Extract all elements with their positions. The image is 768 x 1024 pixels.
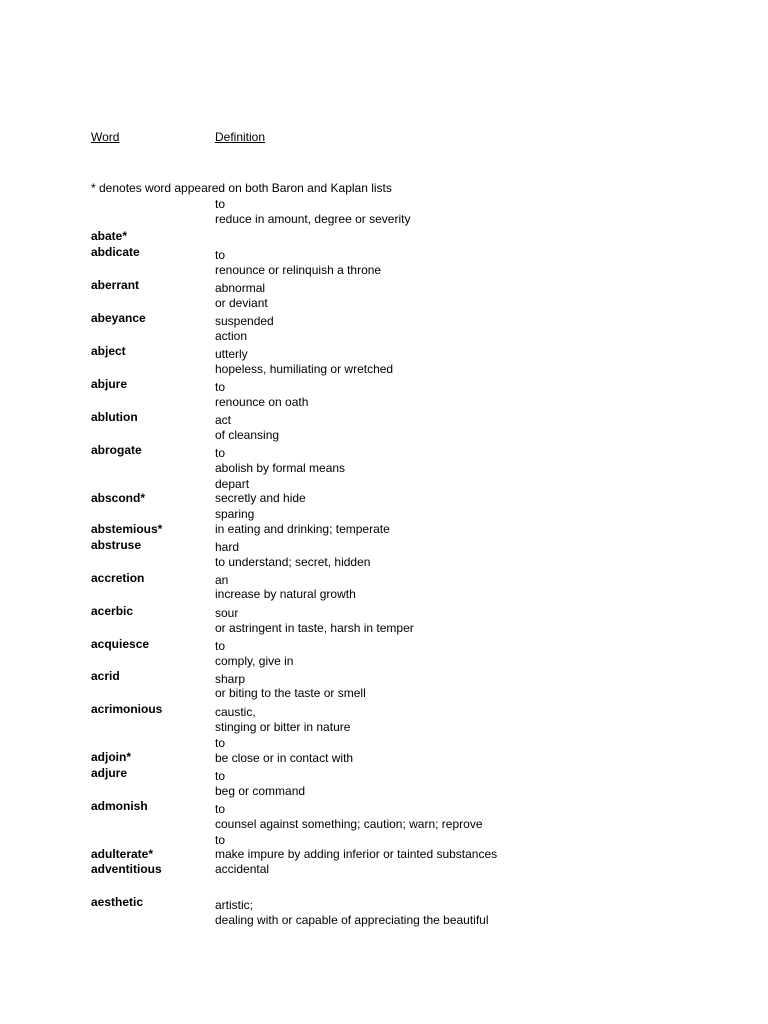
word-entry: ablution (91, 410, 138, 424)
definition-line: action (215, 329, 248, 343)
word-entry: abscond* (91, 491, 146, 505)
definition-line: to (215, 833, 226, 847)
definition-line: abolish by formal means (215, 461, 346, 475)
word-entry: aesthetic (91, 895, 144, 909)
definition-column-header: Definition (215, 130, 266, 144)
definition-line: caustic, (215, 705, 256, 719)
word-entry: abject (91, 344, 126, 358)
word-entry: abdicate (91, 245, 140, 259)
definition-line: or biting to the taste or smell (215, 686, 366, 700)
word-column-header: Word (91, 130, 120, 144)
word-entry: acquiesce (91, 637, 150, 651)
word-entry: abate* (91, 229, 128, 243)
definition-line: reduce in amount, degree or severity (215, 212, 411, 226)
definition-line: hard (215, 540, 240, 554)
definition-line: abnormal (215, 281, 266, 295)
definition-line: or astringent in taste, harsh in temper (215, 621, 414, 635)
definition-line: in eating and drinking; temperate (215, 522, 390, 536)
definition-line: sparing (215, 507, 255, 521)
definition-line: to (215, 736, 226, 750)
definition-line: artistic; (215, 898, 254, 912)
definition-line: to (215, 380, 226, 394)
word-entry: abstruse (91, 538, 142, 552)
word-entry: acerbic (91, 604, 134, 618)
definition-line: to (215, 197, 226, 211)
definition-line: renounce on oath (215, 395, 309, 409)
definition-line: hopeless, humiliating or wretched (215, 362, 394, 376)
definition-line: of cleansing (215, 428, 280, 442)
definition-line: increase by natural growth (215, 587, 356, 601)
definition-line: to (215, 446, 226, 460)
word-entry: abstemious* (91, 522, 163, 536)
word-entry: acrimonious (91, 702, 163, 716)
definition-line: or deviant (215, 296, 268, 310)
word-entry: abeyance (91, 311, 146, 325)
definition-line: to understand; secret, hidden (215, 555, 371, 569)
word-entry: accretion (91, 571, 145, 585)
word-entry: abrogate (91, 443, 142, 457)
definition-line: comply, give in (215, 654, 294, 668)
word-entry: adulterate* (91, 847, 154, 861)
definition-line: make impure by adding inferior or tainted substances (215, 847, 498, 861)
definition-line: an (215, 573, 229, 587)
word-entry: admonish (91, 799, 148, 813)
definition-line: sharp (215, 672, 246, 686)
definition-line: renounce or relinquish a throne (215, 263, 382, 277)
definition-line: to (215, 639, 226, 653)
definition-line: act (215, 413, 232, 427)
word-entry: adjoin* (91, 750, 132, 764)
definition-line: utterly (215, 347, 248, 361)
asterisk-note: * denotes word appeared on both Baron and Kaplan lists (91, 181, 392, 195)
definition-line: depart (215, 477, 250, 491)
word-entry: adventitious (91, 862, 162, 876)
definition-line: suspended (215, 314, 274, 328)
word-entry: aberrant (91, 278, 140, 292)
word-entry: adjure (91, 766, 128, 780)
definition-line: stinging or bitter in nature (215, 720, 351, 734)
definition-line: to (215, 769, 226, 783)
definition-line: be close or in contact with (215, 751, 354, 765)
definition-line: secretly and hide (215, 491, 306, 505)
word-entry: abjure (91, 377, 128, 391)
definition-line: sour (215, 606, 239, 620)
definition-line: dealing with or capable of appreciating the beautiful (215, 913, 489, 927)
definition-line: beg or command (215, 784, 306, 798)
definition-line: counsel against something; caution; warn; reprove (215, 817, 483, 831)
definition-line: to (215, 248, 226, 262)
definition-line: to (215, 802, 226, 816)
word-entry: acrid (91, 669, 120, 683)
definition-line: accidental (215, 862, 270, 876)
